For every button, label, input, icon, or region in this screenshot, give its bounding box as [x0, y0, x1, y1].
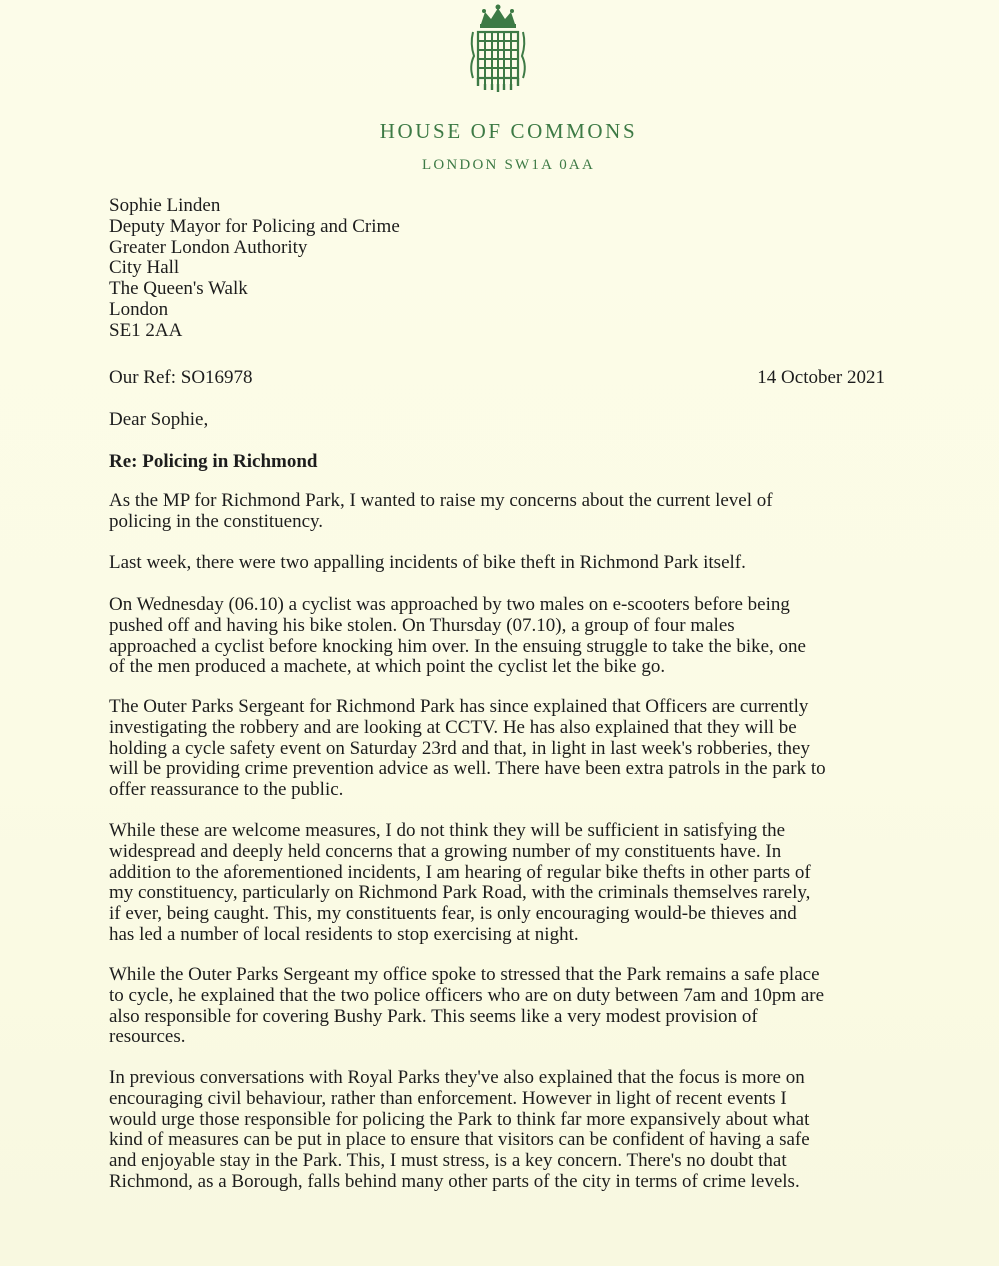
paragraph-line: kind of measures can be put in place to ensure that visitors can be confident of having a safe — [109, 1129, 810, 1151]
paragraph-line: approached a cyclist before knocking him over. In the ensuing struggle to take the bike, one — [109, 635, 806, 657]
paragraph-line: and enjoyable stay in the Park. This, I must stress, is a key concern. There's no doubt that — [109, 1150, 787, 1172]
paragraph-line: holding a cycle safety event on Saturday 23rd and that, in light in last week's robberies, they — [109, 737, 810, 759]
paragraph-line: As the MP for Richmond Park, I wanted to raise my concerns about the current level of — [109, 490, 773, 511]
recipient-address-block — [109, 196, 400, 342]
paragraph-line: has led a number of local residents to stop exercising at night. — [109, 923, 579, 945]
paragraph-line: investigating the robbery and are looking at CCTV. He has also explained that they will be — [109, 716, 797, 738]
salutation: Dear Sophie, — [109, 409, 209, 430]
paragraph-line: While the Outer Parks Sergeant my office spoke to stressed that the Park remains a safe place — [109, 964, 820, 985]
paragraph-line: Last week, there were two appalling incidents of bike theft in Richmond Park itself. — [109, 552, 746, 573]
letter-date: 14 October 2021 — [757, 367, 885, 388]
paragraph-line: addition to the aforementioned incidents, I am hearing of regular bike thefts in other parts of — [109, 861, 811, 883]
paragraph-line: offer reassurance to the public. — [109, 779, 344, 801]
paragraph-resources — [109, 965, 824, 1048]
recipient-name: Sophie Linden — [109, 195, 221, 216]
paragraph-royal-parks — [109, 1068, 810, 1193]
house-name: HOUSE OF COMMONS — [379, 119, 638, 143]
paragraph-sergeant-response — [109, 697, 826, 801]
recipient-postcode: SE1 2AA — [109, 319, 183, 341]
recipient-city: London — [109, 298, 169, 320]
paragraph-line: While these are welcome measures, I do not think they will be sufficient in satisfying the — [109, 820, 786, 841]
subject-line: Re: Policing in Richmond — [109, 451, 318, 472]
paragraph-incident-details — [109, 595, 806, 678]
paragraph-line: policing in the constituency. — [109, 510, 324, 532]
paragraph-line: The Outer Parks Sergeant for Richmond Park has since explained that Officers are currently — [109, 696, 809, 717]
paragraph-constituent-concerns — [109, 821, 811, 946]
paragraph-line: to cycle, he explained that the two police officers who are on duty between 7am and 10pm are — [109, 984, 825, 1006]
paragraph-line: pushed off and having his bike stolen. On Thursday (07.10), a group of four males — [109, 614, 735, 636]
recipient-street: The Queen's Walk — [109, 278, 248, 300]
paragraph-line: will be providing crime prevention advice as well. There have been extra patrols in the park to — [109, 758, 826, 780]
paragraph-line: resources. — [109, 1026, 186, 1048]
paragraph-line: of the men produced a machete, at which point the cyclist let the bike go. — [109, 656, 666, 678]
portcullis-icon — [467, 4, 529, 96]
paragraph-line: my constituency, particularly on Richmond Park Road, with the criminals themselves rarely, — [109, 882, 811, 904]
paragraph-line: widespread and deeply held concerns that a growing number of my constituents have. In — [109, 840, 782, 862]
paragraph-line: In previous conversations with Royal Parks they've also explained that the focus is more on — [109, 1067, 805, 1088]
paragraph-line: encouraging civil behaviour, rather than enforcement. However in light of recent events I — [109, 1087, 787, 1109]
paragraph-line: also responsible for covering Bushy Park. This seems like a very modest provision of — [109, 1005, 758, 1027]
house-address: LONDON SW1A 0AA — [422, 157, 595, 173]
recipient-title: Deputy Mayor for Policing and Crime — [109, 215, 400, 237]
our-reference: Our Ref: SO16978 — [109, 367, 253, 388]
paragraph-line: On Wednesday (06.10) a cyclist was approached by two males on e-scooters before being — [109, 594, 790, 615]
recipient-building: City Hall — [109, 257, 180, 279]
paragraph-intro — [109, 491, 773, 533]
recipient-organisation: Greater London Authority — [109, 236, 308, 258]
paragraph-line: if ever, being caught. This, my constituents fear, is only encouraging would-be thieves and — [109, 903, 797, 925]
paragraph-line: Richmond, as a Borough, falls behind many other parts of the city in terms of crime levels. — [109, 1170, 800, 1192]
paragraph-line: would urge those responsible for policing the Park to think far more expansively about what — [109, 1108, 810, 1130]
paragraph-incidents-summary — [109, 553, 746, 574]
